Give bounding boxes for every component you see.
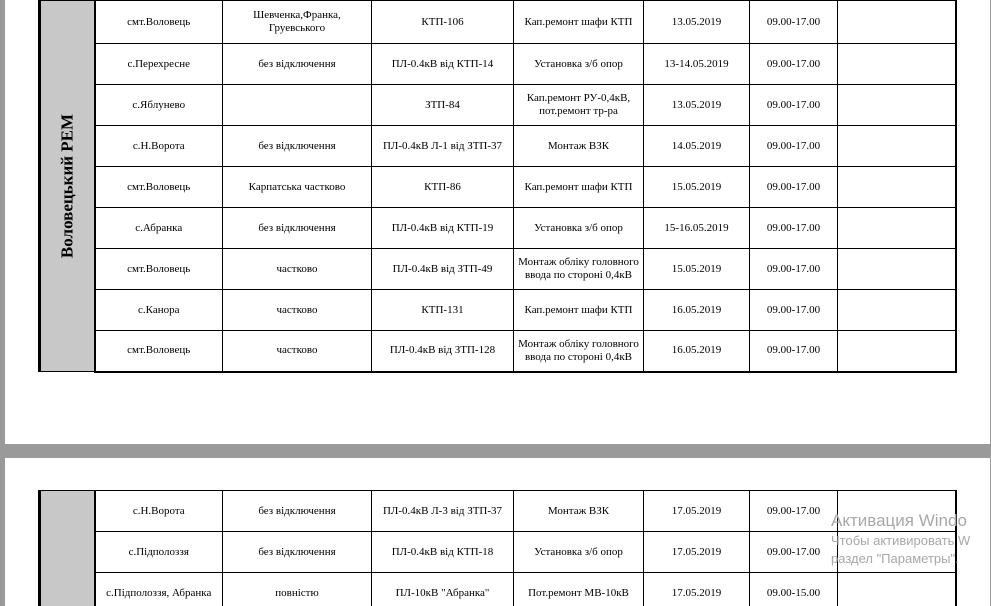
time-cell: 09.00-17.00 — [750, 491, 838, 532]
work-cell: Монтаж обліку головного ввода по стороні 0,4кВ — [514, 249, 644, 290]
object-cell: КТП-131 — [372, 290, 514, 331]
settlement-cell: смт.Воловець — [95, 249, 223, 290]
date-cell: 15-16.05.2019 — [644, 208, 750, 249]
outage-schedule-table — [38, 0, 957, 373]
work-cell: Кап.ремонт шафи КТП — [514, 1, 644, 44]
date-cell: 17.05.2019 — [644, 532, 750, 573]
time-cell: 09.00-17.00 — [750, 290, 838, 331]
work-cell: Установка з/б опор — [514, 532, 644, 573]
object-cell: ПЛ-0.4кВ від ЗТП-128 — [372, 331, 514, 372]
streets-cell: Шевченка,Франка, Груевського — [223, 1, 372, 44]
table-row — [40, 331, 956, 372]
rem-name-cell — [40, 491, 95, 606]
table-row — [40, 1, 956, 44]
work-cell: Кап.ремонт шафи КТП — [514, 290, 644, 331]
settlement-cell: смт.Воловець — [95, 331, 223, 372]
table-row — [40, 44, 956, 85]
time-cell: 09.00-17.00 — [750, 331, 838, 372]
settlement-cell: с.Підполоззя, Абранка — [95, 573, 223, 606]
settlement-cell: с.Н.Ворота — [95, 126, 223, 167]
note-cell — [838, 573, 956, 606]
document-page-2 — [5, 458, 990, 606]
object-cell: ПЛ-0.4кВ від КТП-18 — [372, 532, 514, 573]
note-cell — [838, 126, 956, 167]
time-cell: 09.00-17.00 — [750, 167, 838, 208]
document-page-1 — [5, 0, 990, 444]
note-cell — [838, 331, 956, 372]
table-row — [40, 85, 956, 126]
work-cell: Кап.ремонт РУ-0,4кВ, пот.ремонт тр-ра — [514, 85, 644, 126]
note-cell — [838, 208, 956, 249]
time-cell: 09.00-15.00 — [750, 573, 838, 606]
time-cell: 09.00-17.00 — [750, 44, 838, 85]
object-cell: ПЛ-0.4кВ Л-3 від ЗТП-37 — [372, 491, 514, 532]
object-cell: КТП-106 — [372, 1, 514, 44]
time-cell: 09.00-17.00 — [750, 249, 838, 290]
date-cell: 13.05.2019 — [644, 85, 750, 126]
note-cell — [838, 532, 956, 573]
time-cell: 09.00-17.00 — [750, 126, 838, 167]
watermark-line-2: Чтобы активировать W — [831, 533, 971, 548]
date-cell: 15.05.2019 — [644, 167, 750, 208]
table-row — [40, 491, 956, 532]
streets-cell: без відключення — [223, 126, 372, 167]
object-cell: ПЛ-0.4кВ від КТП-19 — [372, 208, 514, 249]
date-cell: 14.05.2019 — [644, 126, 750, 167]
time-cell: 09.00-17.00 — [750, 208, 838, 249]
work-cell: Монтаж ВЗК — [514, 491, 644, 532]
settlement-cell: с.Яблунево — [95, 85, 223, 126]
watermark-title: Активация Windo — [831, 511, 967, 530]
settlement-cell: с.Перехресне — [95, 44, 223, 85]
note-cell — [838, 44, 956, 85]
date-cell: 16.05.2019 — [644, 290, 750, 331]
note-cell — [838, 491, 956, 532]
object-cell: ПЛ-0.4кВ від ЗТП-49 — [372, 249, 514, 290]
object-cell: ЗТП-84 — [372, 85, 514, 126]
settlement-cell: с.Абранка — [95, 208, 223, 249]
work-cell: Пот.ремонт МВ-10кВ — [514, 573, 644, 606]
date-cell: 13-14.05.2019 — [644, 44, 750, 85]
streets-cell: Карпатська частково — [223, 167, 372, 208]
settlement-cell: смт.Воловець — [95, 167, 223, 208]
streets-cell: без відключення — [223, 532, 372, 573]
settlement-cell: с.Підполоззя — [95, 532, 223, 573]
work-cell: Монтаж ВЗК — [514, 126, 644, 167]
rem-name: Воловецький РЕМ — [57, 113, 77, 259]
note-cell — [838, 85, 956, 126]
table-row — [40, 167, 956, 208]
date-cell: 15.05.2019 — [644, 249, 750, 290]
object-cell: ПЛ-10кВ "Абранка" — [372, 573, 514, 606]
date-cell: 16.05.2019 — [644, 331, 750, 372]
date-cell: 17.05.2019 — [644, 573, 750, 606]
watermark-line-3: раздел "Параметры". — [831, 551, 959, 566]
streets-cell — [223, 85, 372, 126]
note-cell — [838, 1, 956, 44]
date-cell: 13.05.2019 — [644, 1, 750, 44]
table-row — [40, 290, 956, 331]
work-cell: Установка з/б опор — [514, 44, 644, 85]
streets-cell: без відключення — [223, 491, 372, 532]
note-cell — [838, 167, 956, 208]
streets-cell: без відключення — [223, 44, 372, 85]
table-row — [40, 249, 956, 290]
time-cell: 09.00-17.00 — [750, 85, 838, 126]
settlement-cell: с.Н.Ворота — [95, 491, 223, 532]
work-cell: Монтаж обліку головного ввода по стороні 0,4кВ — [514, 331, 644, 372]
streets-cell: частково — [223, 331, 372, 372]
rem-name-cell — [40, 1, 95, 372]
object-cell: ПЛ-0.4кВ від КТП-14 — [372, 44, 514, 85]
streets-cell: без відключення — [223, 208, 372, 249]
object-cell: КТП-86 — [372, 167, 514, 208]
time-cell: 09.00-17.00 — [750, 1, 838, 44]
table-row — [40, 532, 956, 573]
table-row — [40, 126, 956, 167]
work-cell: Установка з/б опор — [514, 208, 644, 249]
date-cell: 17.05.2019 — [644, 491, 750, 532]
note-cell — [838, 249, 956, 290]
note-cell — [838, 290, 956, 331]
streets-cell: частково — [223, 290, 372, 331]
object-cell: ПЛ-0.4кВ Л-1 від ЗТП-37 — [372, 126, 514, 167]
table-row — [40, 573, 956, 606]
work-cell: Кап.ремонт шафи КТП — [514, 167, 644, 208]
time-cell: 09.00-17.00 — [750, 532, 838, 573]
streets-cell: частково — [223, 249, 372, 290]
settlement-cell: с.Канора — [95, 290, 223, 331]
table-row — [40, 208, 956, 249]
outage-schedule-table-continued — [38, 490, 957, 606]
settlement-cell: смт.Воловець — [95, 1, 223, 44]
streets-cell: повністю — [223, 573, 372, 606]
